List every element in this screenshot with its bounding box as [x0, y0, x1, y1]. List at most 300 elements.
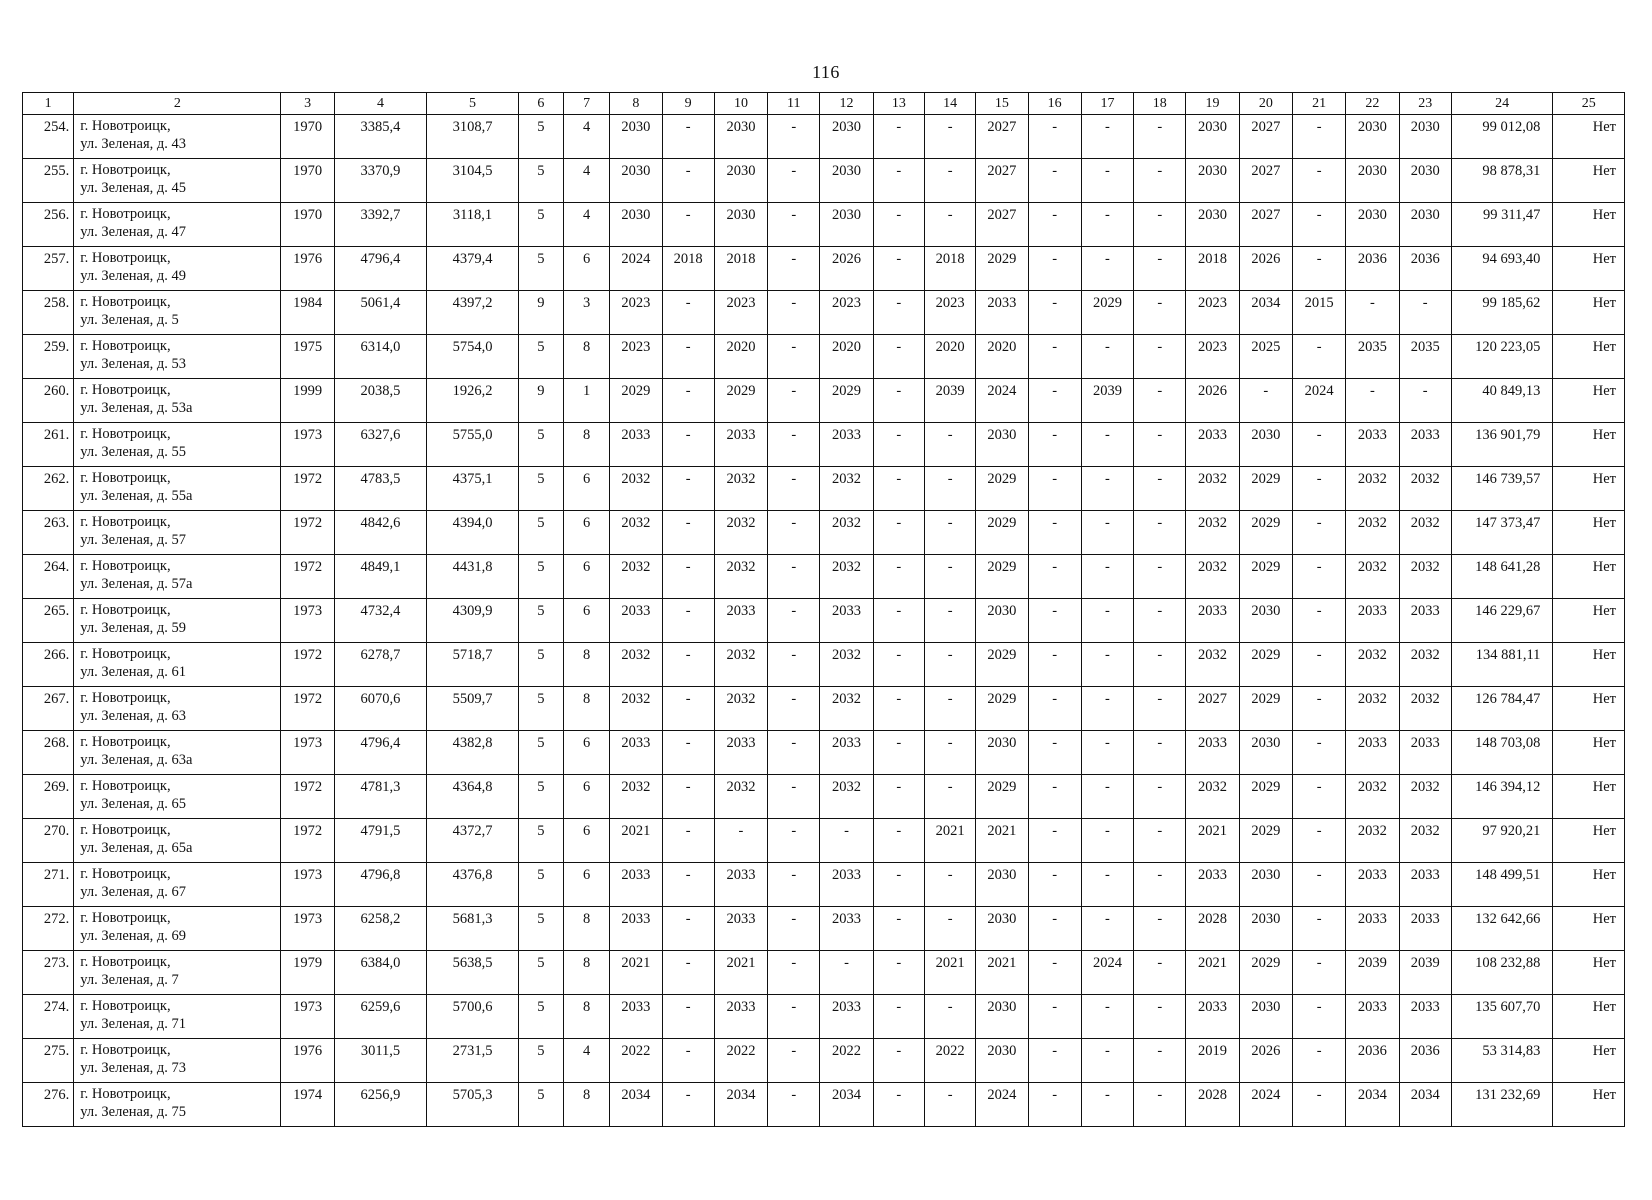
cell-col-10: 2032	[714, 775, 767, 819]
cell-col-24: 53 314,83	[1451, 1039, 1553, 1083]
cell-col-5: 3118,1	[427, 203, 519, 247]
row-number: 254.	[23, 115, 74, 159]
cell-col-21: -	[1292, 115, 1345, 159]
cell-col-9: -	[662, 115, 714, 159]
cell-col-18: -	[1134, 511, 1186, 555]
cell-col-23: -	[1399, 379, 1451, 423]
cell-col-23: 2030	[1399, 203, 1451, 247]
cell-col-20: 2027	[1239, 159, 1292, 203]
cell-col-7: 8	[564, 951, 610, 995]
cell-col-18: -	[1134, 247, 1186, 291]
cell-col-11: -	[768, 379, 820, 423]
cell-col-17: -	[1081, 115, 1133, 159]
cell-col-19: 2032	[1186, 467, 1239, 511]
cell-col-12: 2032	[820, 555, 873, 599]
cell-col-12: 2023	[820, 291, 873, 335]
address-city: г. Новотроицк,	[80, 646, 171, 662]
row-number: 263.	[23, 511, 74, 555]
address-cell	[74, 951, 281, 995]
table-row	[23, 775, 1625, 819]
address-cell	[74, 775, 281, 819]
cell-col-22: 2032	[1346, 511, 1399, 555]
cell-col-16: -	[1028, 907, 1081, 951]
cell-col-12: 2033	[820, 423, 873, 467]
cell-col-10: 2030	[714, 203, 767, 247]
cell-col-7: 6	[564, 819, 610, 863]
address-cell	[74, 203, 281, 247]
cell-col-6: 5	[518, 599, 563, 643]
cell-col-20: 2029	[1239, 467, 1292, 511]
cell-col-20: 2029	[1239, 775, 1292, 819]
cell-col-17: -	[1081, 203, 1133, 247]
cell-col-19: 2019	[1186, 1039, 1239, 1083]
cell-col-9: -	[662, 335, 714, 379]
cell-col-7: 4	[564, 159, 610, 203]
cell-col-8: 2033	[610, 599, 662, 643]
cell-col-23: 2033	[1399, 599, 1451, 643]
address-city: г. Новотроицк,	[80, 206, 171, 222]
cell-col-18: -	[1134, 951, 1186, 995]
address-city: г. Новотроицк,	[80, 250, 171, 266]
address-cell	[74, 731, 281, 775]
cell-col-8: 2021	[610, 819, 662, 863]
address-street: ул. Зеленая, д. 57	[80, 532, 186, 548]
cell-col-19: 2026	[1186, 379, 1239, 423]
cell-col-16: -	[1028, 819, 1081, 863]
address-street: ул. Зеленая, д. 55	[80, 444, 186, 460]
cell-col-15: 2033	[976, 291, 1028, 335]
cell-col-21: -	[1292, 643, 1345, 687]
cell-col-15: 2029	[976, 511, 1028, 555]
cell-col-19: 2032	[1186, 511, 1239, 555]
cell-col-25: Нет	[1553, 687, 1625, 731]
cell-col-14: -	[924, 731, 975, 775]
cell-col-15: 2030	[976, 731, 1028, 775]
row-number: 266.	[23, 643, 74, 687]
cell-col-18: -	[1134, 599, 1186, 643]
cell-col-13: -	[873, 159, 924, 203]
column-header: 16	[1028, 93, 1081, 115]
cell-col-22: 2036	[1346, 1039, 1399, 1083]
cell-col-19: 2032	[1186, 643, 1239, 687]
cell-col-12: 2032	[820, 511, 873, 555]
cell-col-15: 2030	[976, 995, 1028, 1039]
cell-col-25: Нет	[1553, 511, 1625, 555]
cell-col-18: -	[1134, 731, 1186, 775]
cell-col-17: -	[1081, 995, 1133, 1039]
cell-col-22: 2032	[1346, 467, 1399, 511]
cell-col-5: 4394,0	[427, 511, 519, 555]
address-city: г. Новотроицк,	[80, 162, 171, 178]
cell-col-10: 2032	[714, 511, 767, 555]
cell-col-10: 2034	[714, 1083, 767, 1127]
address-cell	[74, 1039, 281, 1083]
cell-col-9: -	[662, 1039, 714, 1083]
cell-col-25: Нет	[1553, 379, 1625, 423]
column-header: 5	[427, 93, 519, 115]
cell-col-23: 2039	[1399, 951, 1451, 995]
cell-col-18: -	[1134, 643, 1186, 687]
column-header: 7	[564, 93, 610, 115]
cell-col-18: -	[1134, 775, 1186, 819]
cell-col-15: 2030	[976, 423, 1028, 467]
cell-col-13: -	[873, 335, 924, 379]
cell-col-23: 2030	[1399, 115, 1451, 159]
cell-col-9: -	[662, 511, 714, 555]
cell-col-8: 2033	[610, 995, 662, 1039]
cell-col-20: 2029	[1239, 819, 1292, 863]
cell-col-15: 2030	[976, 863, 1028, 907]
cell-col-25: Нет	[1553, 291, 1625, 335]
row-number: 271.	[23, 863, 74, 907]
cell-col-11: -	[768, 555, 820, 599]
cell-col-12: 2022	[820, 1039, 873, 1083]
cell-col-17: -	[1081, 599, 1133, 643]
cell-col-17: -	[1081, 907, 1133, 951]
address-city: г. Новотроицк,	[80, 602, 171, 618]
address-city: г. Новотроицк,	[80, 470, 171, 486]
cell-col-9: -	[662, 863, 714, 907]
cell-col-20: 2034	[1239, 291, 1292, 335]
cell-col-19: 2030	[1186, 203, 1239, 247]
cell-col-21: -	[1292, 907, 1345, 951]
cell-col-14: -	[924, 863, 975, 907]
cell-col-10: 2018	[714, 247, 767, 291]
cell-col-15: 2021	[976, 951, 1028, 995]
cell-col-4: 3392,7	[334, 203, 427, 247]
cell-col-3: 1973	[281, 731, 334, 775]
cell-col-4: 2038,5	[334, 379, 427, 423]
cell-col-7: 8	[564, 643, 610, 687]
row-number: 261.	[23, 423, 74, 467]
cell-col-14: 2021	[924, 819, 975, 863]
cell-col-3: 1984	[281, 291, 334, 335]
address-street: ул. Зеленая, д. 53а	[80, 400, 193, 416]
cell-col-25: Нет	[1553, 159, 1625, 203]
cell-col-14: 2039	[924, 379, 975, 423]
column-header: 2	[74, 93, 281, 115]
address-street: ул. Зеленая, д. 67	[80, 884, 186, 900]
cell-col-13: -	[873, 379, 924, 423]
cell-col-4: 6258,2	[334, 907, 427, 951]
row-number: 255.	[23, 159, 74, 203]
cell-col-22: 2032	[1346, 819, 1399, 863]
cell-col-6: 5	[518, 643, 563, 687]
cell-col-25: Нет	[1553, 1039, 1625, 1083]
cell-col-7: 8	[564, 1083, 610, 1127]
cell-col-14: 2022	[924, 1039, 975, 1083]
cell-col-14: -	[924, 423, 975, 467]
cell-col-15: 2020	[976, 335, 1028, 379]
cell-col-24: 99 185,62	[1451, 291, 1553, 335]
cell-col-3: 1970	[281, 115, 334, 159]
cell-col-9: -	[662, 819, 714, 863]
cell-col-9: -	[662, 731, 714, 775]
cell-col-10: 2032	[714, 643, 767, 687]
cell-col-16: -	[1028, 599, 1081, 643]
cell-col-3: 1974	[281, 1083, 334, 1127]
cell-col-6: 5	[518, 423, 563, 467]
cell-col-11: -	[768, 467, 820, 511]
address-street: ул. Зеленая, д. 65а	[80, 840, 193, 856]
cell-col-11: -	[768, 423, 820, 467]
cell-col-10: 2033	[714, 863, 767, 907]
address-street: ул. Зеленая, д. 69	[80, 928, 186, 944]
cell-col-9: -	[662, 423, 714, 467]
cell-col-9: -	[662, 555, 714, 599]
cell-col-18: -	[1134, 203, 1186, 247]
cell-col-14: -	[924, 775, 975, 819]
cell-col-13: -	[873, 819, 924, 863]
cell-col-11: -	[768, 335, 820, 379]
cell-col-22: 2033	[1346, 423, 1399, 467]
cell-col-14: -	[924, 995, 975, 1039]
table-row	[23, 819, 1625, 863]
cell-col-8: 2032	[610, 467, 662, 511]
cell-col-7: 4	[564, 1039, 610, 1083]
cell-col-13: -	[873, 247, 924, 291]
address-city: г. Новотроицк,	[80, 690, 171, 706]
address-city: г. Новотроицк,	[80, 998, 171, 1014]
column-header: 23	[1399, 93, 1451, 115]
cell-col-18: -	[1134, 1083, 1186, 1127]
cell-col-16: -	[1028, 335, 1081, 379]
row-number: 256.	[23, 203, 74, 247]
cell-col-11: -	[768, 775, 820, 819]
cell-col-14: -	[924, 1083, 975, 1127]
cell-col-21: 2024	[1292, 379, 1345, 423]
cell-col-4: 6070,6	[334, 687, 427, 731]
cell-col-19: 2021	[1186, 951, 1239, 995]
row-number: 268.	[23, 731, 74, 775]
cell-col-8: 2029	[610, 379, 662, 423]
cell-col-3: 1972	[281, 687, 334, 731]
cell-col-24: 132 642,66	[1451, 907, 1553, 951]
cell-col-17: 2029	[1081, 291, 1133, 335]
address-cell	[74, 1083, 281, 1127]
cell-col-25: Нет	[1553, 423, 1625, 467]
cell-col-22: 2032	[1346, 643, 1399, 687]
cell-col-10: 2033	[714, 907, 767, 951]
cell-col-10: 2021	[714, 951, 767, 995]
column-number-row	[23, 93, 1625, 115]
address-city: г. Новотроицк,	[80, 1042, 171, 1058]
row-number: 274.	[23, 995, 74, 1039]
cell-col-16: -	[1028, 159, 1081, 203]
cell-col-6: 5	[518, 995, 563, 1039]
cell-col-19: 2032	[1186, 775, 1239, 819]
row-number: 272.	[23, 907, 74, 951]
cell-col-19: 2021	[1186, 819, 1239, 863]
cell-col-10: 2033	[714, 995, 767, 1039]
column-header: 12	[820, 93, 873, 115]
cell-col-17: -	[1081, 1039, 1133, 1083]
cell-col-19: 2033	[1186, 599, 1239, 643]
cell-col-11: -	[768, 291, 820, 335]
cell-col-8: 2024	[610, 247, 662, 291]
cell-col-21: -	[1292, 1039, 1345, 1083]
row-number: 267.	[23, 687, 74, 731]
cell-col-7: 8	[564, 335, 610, 379]
cell-col-3: 1972	[281, 643, 334, 687]
cell-col-24: 40 849,13	[1451, 379, 1553, 423]
cell-col-16: -	[1028, 467, 1081, 511]
cell-col-6: 5	[518, 951, 563, 995]
cell-col-11: -	[768, 643, 820, 687]
housing-repair-table	[22, 92, 1625, 1127]
cell-col-18: -	[1134, 467, 1186, 511]
cell-col-9: -	[662, 203, 714, 247]
cell-col-16: -	[1028, 247, 1081, 291]
cell-col-6: 5	[518, 555, 563, 599]
cell-col-20: 2029	[1239, 951, 1292, 995]
address-street: ул. Зеленая, д. 63	[80, 708, 186, 724]
table-row	[23, 291, 1625, 335]
address-cell	[74, 335, 281, 379]
cell-col-17: -	[1081, 159, 1133, 203]
cell-col-12: 2020	[820, 335, 873, 379]
cell-col-11: -	[768, 995, 820, 1039]
cell-col-24: 134 881,11	[1451, 643, 1553, 687]
address-cell	[74, 467, 281, 511]
cell-col-3: 1976	[281, 1039, 334, 1083]
cell-col-18: -	[1134, 335, 1186, 379]
cell-col-14: -	[924, 203, 975, 247]
cell-col-25: Нет	[1553, 731, 1625, 775]
row-number: 270.	[23, 819, 74, 863]
cell-col-12: 2030	[820, 159, 873, 203]
cell-col-22: 2034	[1346, 1083, 1399, 1127]
cell-col-10: 2023	[714, 291, 767, 335]
cell-col-7: 8	[564, 995, 610, 1039]
cell-col-15: 2024	[976, 379, 1028, 423]
cell-col-5: 5755,0	[427, 423, 519, 467]
cell-col-24: 135 607,70	[1451, 995, 1553, 1039]
cell-col-23: 2035	[1399, 335, 1451, 379]
cell-col-8: 2023	[610, 335, 662, 379]
cell-col-5: 5700,6	[427, 995, 519, 1039]
address-street: ул. Зеленая, д. 45	[80, 180, 186, 196]
cell-col-17: -	[1081, 423, 1133, 467]
cell-col-23: 2032	[1399, 687, 1451, 731]
cell-col-13: -	[873, 291, 924, 335]
cell-col-15: 2029	[976, 687, 1028, 731]
cell-col-7: 6	[564, 555, 610, 599]
address-street: ул. Зеленая, д. 7	[80, 972, 179, 988]
cell-col-21: -	[1292, 951, 1345, 995]
cell-col-17: -	[1081, 335, 1133, 379]
column-header: 25	[1553, 93, 1625, 115]
cell-col-19: 2027	[1186, 687, 1239, 731]
cell-col-21: -	[1292, 555, 1345, 599]
table-row	[23, 247, 1625, 291]
cell-col-22: 2032	[1346, 775, 1399, 819]
cell-col-10: -	[714, 819, 767, 863]
address-cell	[74, 159, 281, 203]
cell-col-24: 120 223,05	[1451, 335, 1553, 379]
cell-col-20: 2026	[1239, 1039, 1292, 1083]
cell-col-4: 4796,4	[334, 247, 427, 291]
address-city: г. Новотроицк,	[80, 1086, 171, 1102]
cell-col-12: 2033	[820, 995, 873, 1039]
address-street: ул. Зеленая, д. 73	[80, 1060, 186, 1076]
address-street: ул. Зеленая, д. 47	[80, 224, 186, 240]
cell-col-24: 94 693,40	[1451, 247, 1553, 291]
cell-col-3: 1972	[281, 467, 334, 511]
cell-col-3: 1972	[281, 775, 334, 819]
cell-col-6: 9	[518, 291, 563, 335]
row-number: 264.	[23, 555, 74, 599]
cell-col-5: 3104,5	[427, 159, 519, 203]
cell-col-19: 2028	[1186, 1083, 1239, 1127]
cell-col-23: 2034	[1399, 1083, 1451, 1127]
cell-col-15: 2029	[976, 775, 1028, 819]
table-body	[23, 115, 1625, 1127]
cell-col-11: -	[768, 951, 820, 995]
cell-col-23: 2033	[1399, 731, 1451, 775]
cell-col-17: -	[1081, 643, 1133, 687]
cell-col-17: -	[1081, 467, 1133, 511]
address-street: ул. Зеленая, д. 71	[80, 1016, 186, 1032]
cell-col-13: -	[873, 731, 924, 775]
cell-col-11: -	[768, 159, 820, 203]
cell-col-14: -	[924, 599, 975, 643]
address-cell	[74, 819, 281, 863]
cell-col-5: 4379,4	[427, 247, 519, 291]
cell-col-21: -	[1292, 467, 1345, 511]
cell-col-6: 5	[518, 203, 563, 247]
cell-col-21: -	[1292, 599, 1345, 643]
column-header: 17	[1081, 93, 1133, 115]
cell-col-7: 6	[564, 599, 610, 643]
cell-col-4: 5061,4	[334, 291, 427, 335]
cell-col-19: 2028	[1186, 907, 1239, 951]
cell-col-5: 4397,2	[427, 291, 519, 335]
column-header: 11	[768, 93, 820, 115]
cell-col-13: -	[873, 995, 924, 1039]
cell-col-8: 2032	[610, 643, 662, 687]
table-row	[23, 555, 1625, 599]
cell-col-15: 2027	[976, 115, 1028, 159]
cell-col-21: 2015	[1292, 291, 1345, 335]
cell-col-21: -	[1292, 203, 1345, 247]
cell-col-12: 2032	[820, 643, 873, 687]
cell-col-5: 4364,8	[427, 775, 519, 819]
address-cell	[74, 687, 281, 731]
address-street: ул. Зеленая, д. 59	[80, 620, 186, 636]
cell-col-3: 1972	[281, 555, 334, 599]
cell-col-15: 2029	[976, 247, 1028, 291]
cell-col-17: 2039	[1081, 379, 1133, 423]
table-row	[23, 863, 1625, 907]
row-number: 262.	[23, 467, 74, 511]
cell-col-24: 148 641,28	[1451, 555, 1553, 599]
column-header: 10	[714, 93, 767, 115]
cell-col-8: 2032	[610, 775, 662, 819]
row-number: 275.	[23, 1039, 74, 1083]
cell-col-17: -	[1081, 819, 1133, 863]
table-row	[23, 511, 1625, 555]
cell-col-21: -	[1292, 247, 1345, 291]
cell-col-20: 2024	[1239, 1083, 1292, 1127]
cell-col-5: 2731,5	[427, 1039, 519, 1083]
cell-col-24: 99 012,08	[1451, 115, 1553, 159]
address-cell	[74, 643, 281, 687]
cell-col-13: -	[873, 907, 924, 951]
cell-col-24: 146 394,12	[1451, 775, 1553, 819]
address-city: г. Новотроицк,	[80, 426, 171, 442]
address-street: ул. Зеленая, д. 49	[80, 268, 186, 284]
